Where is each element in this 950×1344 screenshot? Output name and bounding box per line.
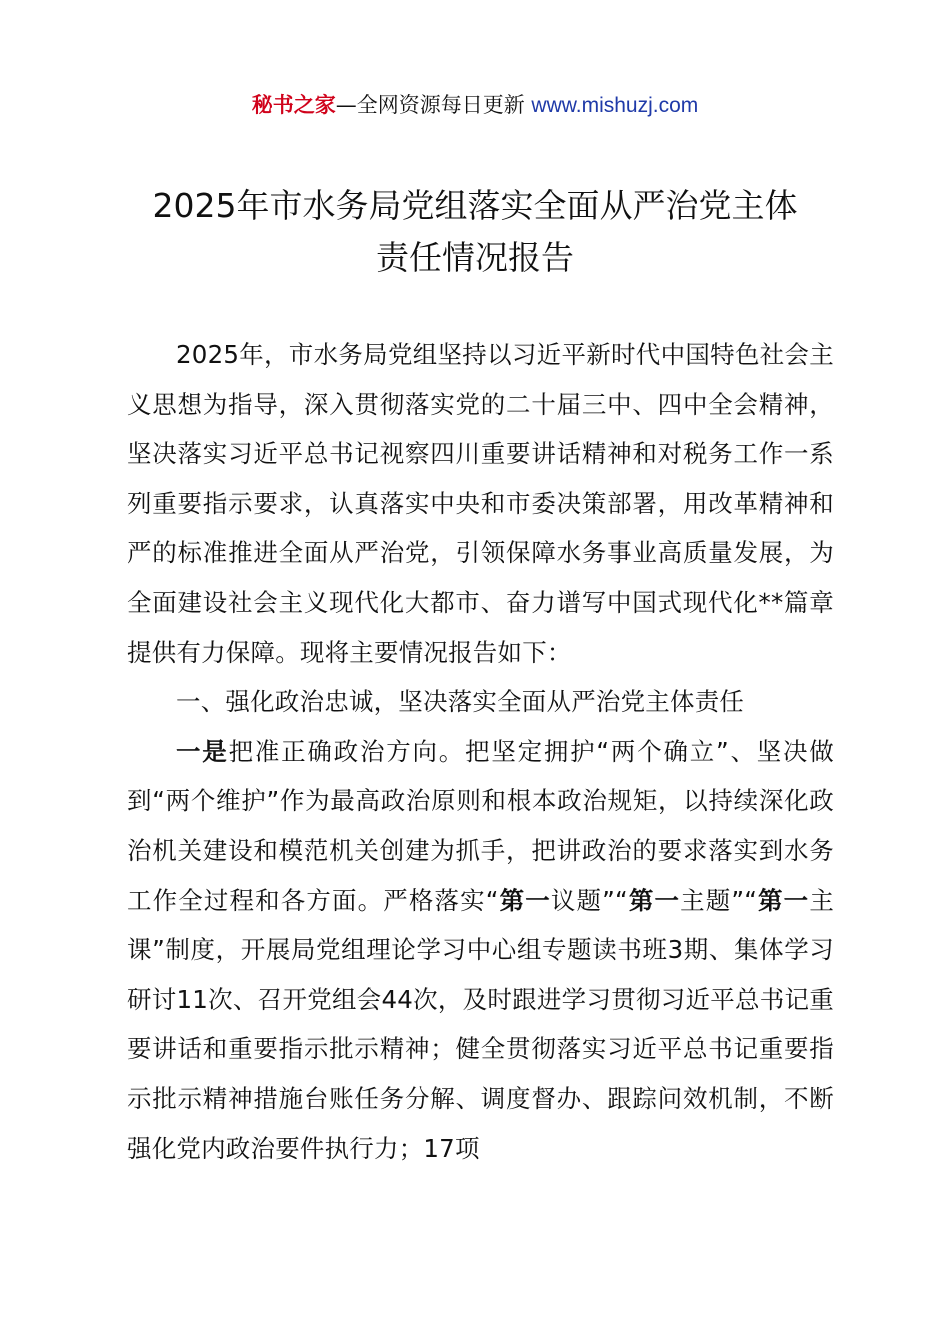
text-segment: 主题”“ <box>680 885 758 915</box>
text-segment: 议题”“ <box>550 885 628 915</box>
title-line-2: 责任情况报告 <box>376 238 574 277</box>
section-heading-1: 一、强化政治忠诚，坚决落实全面从严治党主体责任 <box>176 687 745 717</box>
site-header <box>0 90 950 121</box>
document-body <box>127 330 834 1173</box>
bold-term: 第一 <box>498 885 551 915</box>
document-title <box>100 180 850 284</box>
header-slogan: —全网资源每日更新 <box>335 93 532 117</box>
brand-name: 秘书之家 <box>251 93 336 117</box>
site-url-link[interactable]: www.mishuzj.com <box>531 94 699 117</box>
paragraph-point-1 <box>127 727 834 1173</box>
bold-term: 第一 <box>627 885 681 915</box>
title-line-1: 2025年市水务局党组落实全面从严治党主体 <box>152 186 798 225</box>
text-segment: 主课”制度，开展局党组理论学习中心组专题读书班3期、集体学习研讨11次、召开党组会44次，及时跟进学习贯彻习近平总书记重要讲话和重要指示批示精神；健全贯彻落实习近平总书记重要指示批示精神措施台账任务分解、调度督办、跟踪问效机制，不断强化党内政治要件执行力；17项 <box>127 885 835 1163</box>
text-segment: 把准正确政治方向。把坚定拥护“两个确立”、坚决做到“两个维护”作为最高政治原则和根本政治规矩，以持续深化政治机关建设和模范机关创建为抓手，把讲政治的要求落实到水务工作全过程和各方面。严格落实“ <box>127 736 834 915</box>
intro-paragraph: 2025年，市水务局党组坚持以习近平新时代中国特色社会主义思想为指导，深入贯彻落实党的二十届三中、四中全会精神，坚决落实习近平总书记视察四川重要讲话精神和对税务工作一系列重要指示要求，认真落实中央和市委决策部署，用改革精神和严的标准推进全面从严治党，引领保障水务事业高质量发展，为全面建设社会主义现代化大都市、奋力谱写中国式现代化**篇章提供有力保障。现将主要情况报告如下： <box>127 340 834 667</box>
point-lead: 一是 <box>176 736 229 766</box>
bold-term: 第一 <box>757 885 810 915</box>
